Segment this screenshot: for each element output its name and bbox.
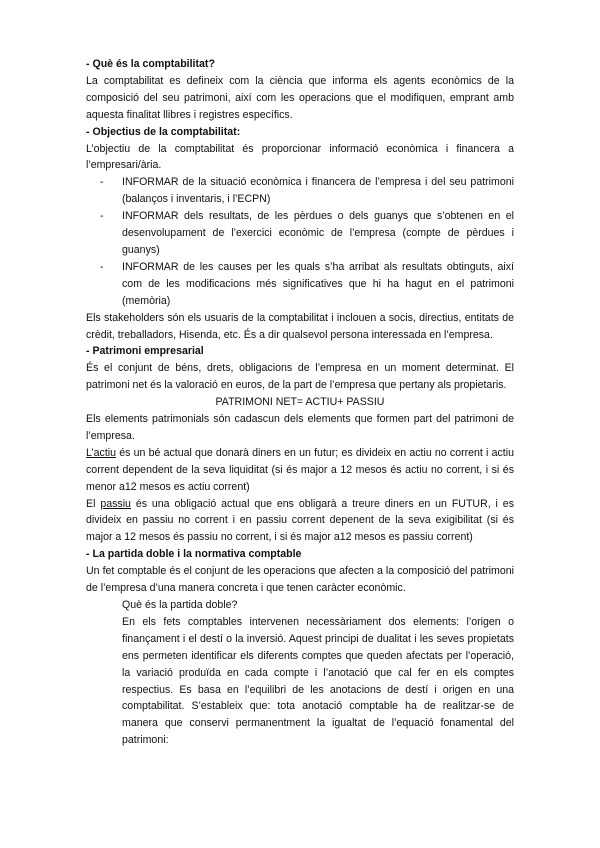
list-item: - INFORMAR de les causes per les quals s’ha arribat als resultats obtinguts, així com de les modificacions més significatives que hi ha hagut en el patrimoni (memòria): [122, 259, 514, 310]
paragraph-fet-comptable: Un fet comptable és el conjunt de les operacions que afecten a la composició del patrimoni de l’empresa d’una manera concreta i que tenen caràcter econòmic.: [86, 565, 514, 595]
heading-partida-doble: - La partida doble i la normativa comptable: [86, 548, 302, 561]
heading-que-es-comptabilitat: - Què és la comptabilitat?: [86, 58, 215, 70]
paragraph-objectiu: L’objectiu de la comptabilitat és proporcionar informació econòmica i financera a l’empresari/ària.: [86, 142, 514, 172]
paragraph-patrimoni: És el conjunt de béns, drets, obligacions de l’empresa en un moment determinat. El patrimoni net és la valoració en euros, de la part de l’empresa que pertany als propietaris.: [86, 362, 514, 392]
list-item: - INFORMAR dels resultats, de les pèrdues o dels guanys que s’obtenen en el desenvolupament de l’exercici econòmic de l’empresa (compte de pèrdues i guanys): [122, 208, 514, 259]
paragraph-partida-doble: En els fets comptables intervenen necessàriament dos elements: l’origen o finançament i el destí o la inversió. Aquest principi de dualitat i les seves propietats ens permeten identificar els diferents comptes que queden afectats per l’operació, la variació produïda en cada compte i l’anotació que cal fer en els comptes respectius. Es basa en l’equilibri de les anotacions de destí i origen en una comptabilitat. S’estableix que: tota anotació comptable ha de realitzar-se de manera que conservi permanentment la igualtat de l’equació fonamental del patrimoni:: [122, 615, 514, 747]
actiu-definition: és un bé actual que donarà diners en un futur; es divideix en actiu no corrent i actiu corrent dependent de la seva liquiditat (si és major a 12 mesos és actiu no corrent, i si és menor a12 mesos es actiu corrent): [86, 446, 514, 493]
list-item: - INFORMAR de la situació econòmica i financera de l’empresa i del seu patrimoni (balanços i inventaris, i l’ECPN): [122, 174, 514, 208]
passiu-definition: és una obligació actual que ens obligarà a treure diners en un FUTUR, i es divideix en passiu no corrent i en passiu corrent depenent de la seva exigibilitat (si és major a 12 mesos és passiu no corrent, i si és major a12 mesos es passiu corrent): [86, 497, 514, 544]
term-passiu: passiu: [100, 497, 131, 510]
question-partida-doble: Què és la partida doble?: [122, 599, 238, 611]
paragraph-definicio: La comptabilitat es defineix com la ciència que informa els agents econòmics de la composició del seu patrimoni, així com les operacions que el modifiquen, emprant amb aquesta finalitat llibres i registres específics.: [86, 74, 514, 121]
passiu-prefix: El: [86, 497, 101, 510]
paragraph-elements: Els elements patrimonials són cadascun dels elements que formen part del patrimoni de l’empresa.: [86, 413, 514, 442]
objectius-list: [86, 174, 514, 309]
heading-objectius: - Objectius de la comptabilitat:: [86, 125, 241, 138]
paragraph-passiu: [86, 496, 514, 547]
paragraph-actiu: [86, 445, 514, 496]
term-actiu: L’actiu: [86, 446, 117, 459]
paragraph-stakeholders: Els stakeholders són els usuaris de la comptabilitat i inclouen a socis, directius, entitats de crèdit, treballadors, Hisenda, etc. És a dir qualsevol persona interessada en l’empresa.: [86, 311, 514, 341]
formula-patrimoni-net: PATRIMONI NET= ACTIU+ PASSIU: [215, 396, 385, 409]
heading-patrimoni: - Patrimoni empresarial: [86, 345, 204, 358]
